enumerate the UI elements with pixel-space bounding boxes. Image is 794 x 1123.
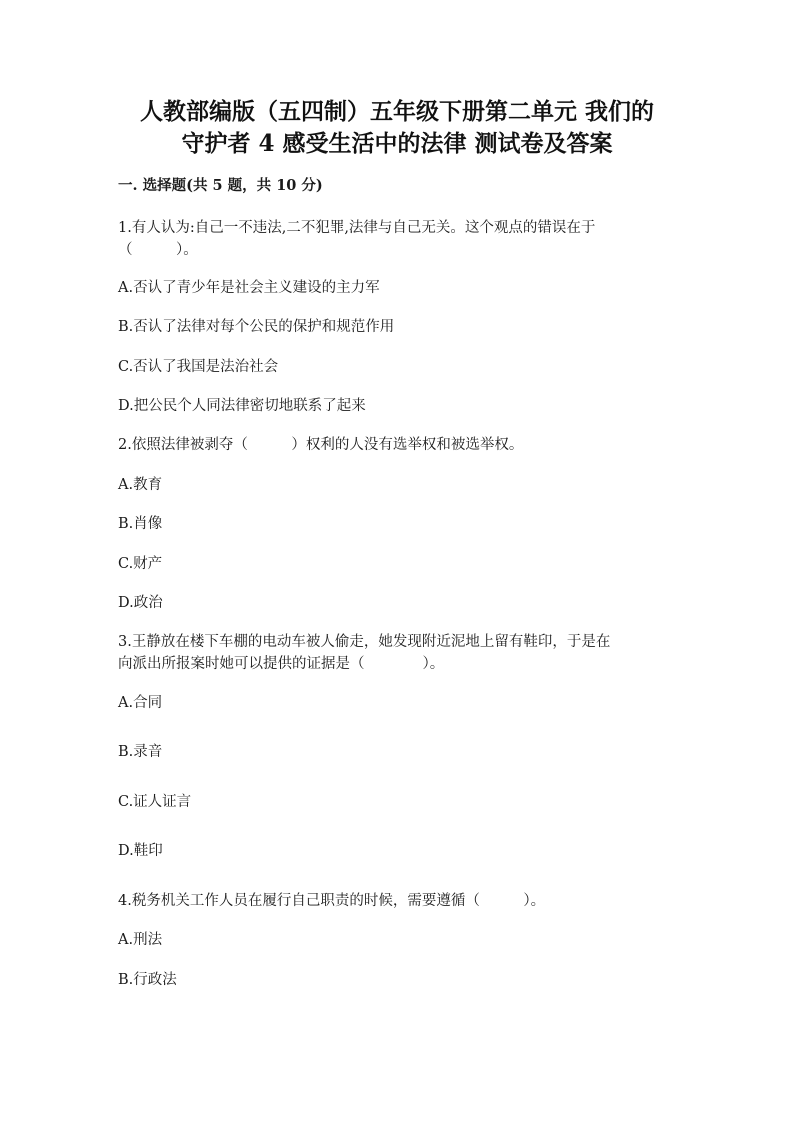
section-heading: 一. 选择题(共 5 题，共 10 分) [118, 177, 323, 194]
question-1-option-b: B.否认了法律对每个公民的保护和规范作用 [118, 319, 395, 335]
question-2-option-b: B.肖像 [118, 516, 163, 532]
question-2-option-a: A.教育 [118, 477, 163, 493]
question-3-option-a: A.合同 [118, 695, 163, 711]
question-2-stem: 2.依照法律被剥夺（ ）权利的人没有选举权和被选举权。 [118, 437, 524, 453]
question-1-option-d: D.把公民个人同法律密切地联系了起来 [118, 398, 366, 414]
question-4-stem: 4.税务机关工作人员在履行自己职责的时候，需要遵循（ ）。 [118, 893, 546, 909]
question-1-stem-line-2: （ ）。 [118, 242, 198, 258]
question-3-stem-line-1: 3.王静放在楼下车棚的电动车被人偷走，她发现附近泥地上留有鞋印，于是在 [118, 634, 611, 650]
question-4-option-a: A.刑法 [118, 932, 163, 948]
question-3-option-c: C.证人证言 [118, 794, 192, 810]
question-4-option-b: B.行政法 [118, 972, 177, 988]
question-3-stem-line-2: 向派出所报案时她可以提供的证据是（ ）。 [118, 656, 445, 672]
question-3-option-b: B.录音 [118, 744, 163, 760]
question-3-option-d: D.鞋印 [118, 843, 163, 859]
document-title-line-1: 人教部编版（五四制）五年级下册第二单元 我们的 [139, 98, 654, 125]
question-2-option-d: D.政治 [118, 595, 163, 611]
question-1-option-c: C.否认了我国是法治社会 [118, 359, 279, 375]
document-title-line-2: 守护者 4 感受生活中的法律 测试卷及答案 [181, 130, 613, 157]
question-1-option-a: A.否认了青少年是社会主义建设的主力军 [118, 280, 380, 296]
question-1-stem-line-1: 1.有人认为:自己一不违法,二不犯罪,法律与自己无关。这个观点的错误在于 [118, 220, 596, 236]
question-2-option-c: C.财产 [118, 556, 163, 572]
